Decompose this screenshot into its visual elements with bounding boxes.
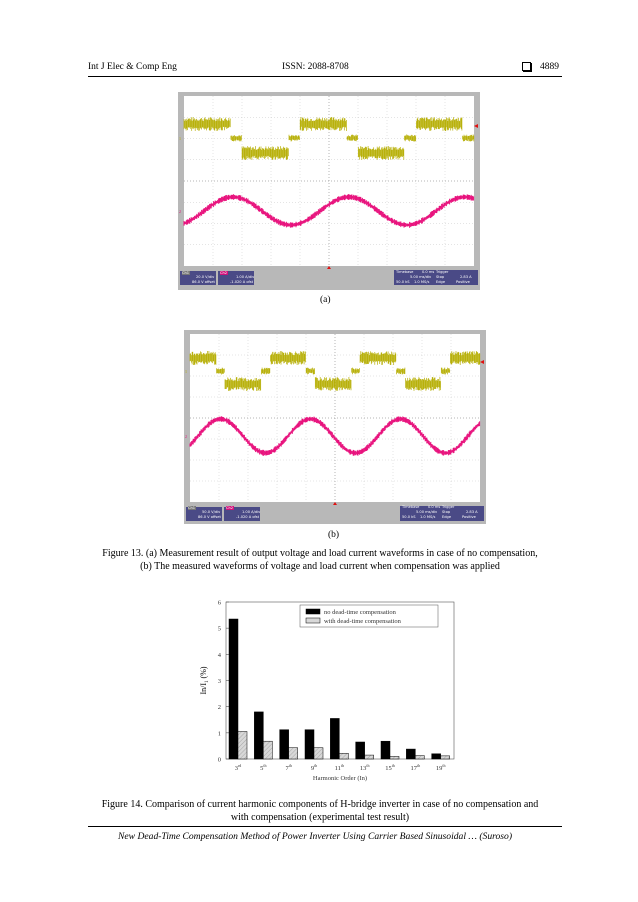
bar-no-compensation — [432, 754, 441, 759]
harmonic-bar-chart — [190, 592, 470, 782]
scope-b-trigger-level: 2.83 A — [466, 510, 478, 514]
bar-with-compensation — [339, 753, 348, 759]
bar-no-compensation — [305, 730, 314, 759]
scope-a-sample-rate: 1.0 MS/s — [414, 280, 430, 284]
scope-a-timebase-scale: 5.00 ms/div — [410, 275, 432, 279]
x-tick-label: 15th — [385, 763, 395, 772]
y-tick-label: 1 — [217, 730, 221, 738]
page-number: 4889 — [540, 62, 559, 72]
scope-b-ch1-tag: Ch1 — [188, 506, 196, 510]
issn: ISSN: 2088-8708 — [282, 62, 349, 72]
bar-no-compensation — [330, 718, 339, 759]
scope-a-screen — [178, 92, 480, 290]
footer-rule — [88, 826, 562, 827]
scope-a-trigger-slope: Positive — [456, 280, 470, 284]
y-tick-label: 4 — [217, 651, 221, 659]
scope-trigger-marker — [474, 124, 478, 128]
bar-no-compensation — [280, 730, 289, 759]
bar-no-compensation — [381, 741, 390, 759]
scope-a-ch2-offset: -1.020 A ofst — [230, 280, 254, 284]
figure-13a-label: (a) — [320, 295, 331, 305]
chart-bars — [229, 619, 450, 759]
y-axis-label: $In/I_1$ (%) — [199, 666, 210, 695]
scope-a-ch1-scale: 20.0 V/div — [196, 275, 215, 279]
legend-label: no dead-time compensation — [324, 609, 396, 616]
x-tick-label: 19th — [435, 763, 446, 772]
scope-b-trigger-label: Trigger — [442, 505, 455, 509]
scope-a-timebase-pos: 0.0 ms — [422, 270, 435, 274]
x-tick-label: 11th — [334, 763, 345, 772]
scope-b-trigger-src: Stop — [442, 510, 451, 514]
scope-a-trigger-src: Stop — [436, 275, 445, 279]
scope-a-ch1-tag: Ch1 — [182, 271, 190, 275]
page-marker — [522, 62, 533, 72]
figure-13-caption — [78, 547, 562, 573]
square-bullet-icon — [522, 62, 531, 71]
scope-b-timebase-scale: 5.00 ms/div — [416, 510, 438, 514]
scope-b-sample-rate: 1.0 MS/s — [420, 515, 436, 519]
scope-a-samples: 50.0 kS — [396, 280, 410, 284]
scope-b-trigger-slope: Positive — [462, 515, 476, 519]
oscilloscope-figure-b — [184, 330, 486, 524]
scope-a-trigger-label: Trigger — [436, 270, 449, 274]
y-tick-label: 0 — [217, 756, 221, 764]
scope-b-timebase-label: Timebase — [402, 505, 420, 509]
y-tick-label: 3 — [217, 678, 221, 685]
scope-b-ch2-tag: Ch2 — [226, 506, 234, 510]
bar-with-compensation — [289, 748, 298, 759]
header-rule — [88, 76, 562, 77]
bar-with-compensation — [263, 741, 272, 759]
scope-a-ch1-offset: 86.0 V offset — [192, 280, 215, 284]
scope-time-marker — [327, 266, 331, 269]
figure-14-caption-line-1: Figure 14. Comparison of current harmonic components of H-bridge inverter in case of no compensation and — [101, 799, 539, 810]
legend-label: with dead-time compensation — [324, 618, 401, 625]
bar-no-compensation — [406, 749, 415, 759]
bar-with-compensation — [365, 755, 374, 759]
bar-no-compensation — [254, 712, 263, 759]
scope-b-timebase-pos: 0.0 ms — [428, 505, 441, 509]
scope-a-ch2-scale: 1.00 A/div — [236, 275, 255, 279]
bar-with-compensation — [314, 748, 323, 759]
figure-13-caption-line-2: (b) The measured waveforms of voltage and load current when compensation was applied — [140, 561, 500, 572]
footer-text: New Dead-Time Compensation Method of Power Inverter Using Carrier Based Sinusoidal … (Suroso) — [118, 831, 513, 842]
scope-ch2-marker: 2 — [185, 434, 187, 439]
y-tick-label: 5 — [217, 625, 221, 633]
scope-time-marker — [333, 502, 337, 505]
scope-ch1-marker: 1 — [179, 136, 181, 141]
scope-b-screen — [184, 330, 486, 524]
scope-b-ch1-offset: 86.0 V offset — [198, 515, 221, 519]
scope-a-timebase-label: Timebase — [396, 270, 414, 274]
journal-name: Int J Elec & Comp Eng — [88, 62, 177, 72]
scope-b-trigger-type: Edge — [442, 515, 452, 519]
bar-with-compensation — [390, 756, 399, 759]
scope-b-ch2-offset: -1.020 A ofst — [236, 515, 260, 519]
scope-a-trigger-type: Edge — [436, 280, 446, 284]
x-axis-label: Harmonic Order (In) — [312, 775, 368, 782]
x-tick-label: 17th — [410, 763, 421, 772]
bar-no-compensation — [229, 619, 238, 759]
legend-swatch — [306, 609, 320, 614]
scope-a-ch2-tag: Ch2 — [220, 271, 228, 275]
x-tick-label: 5th — [260, 763, 267, 772]
scope-ch2-marker: 2 — [179, 209, 181, 214]
y-tick-label: 6 — [217, 599, 221, 607]
bar-with-compensation — [415, 756, 424, 759]
figure-14-caption — [78, 798, 562, 824]
figure-13b-label: (b) — [328, 530, 340, 540]
scope-a-trigger-level: 2.83 A — [460, 275, 472, 279]
bar-no-compensation — [356, 742, 365, 759]
x-tick-label: 7th — [285, 763, 292, 772]
x-tick-label: 3rd — [234, 763, 242, 772]
scope-ch1-marker: 1 — [185, 369, 187, 374]
oscilloscope-figure-a — [178, 92, 480, 290]
x-tick-label: 13th — [359, 763, 370, 772]
bar-with-compensation — [238, 732, 247, 759]
y-tick-label: 2 — [217, 704, 221, 712]
legend-swatch — [306, 618, 320, 623]
scope-trigger-marker — [480, 360, 484, 364]
bar-with-compensation — [441, 756, 450, 759]
figure-14-caption-line-2: with compensation (experimental test result) — [230, 812, 410, 823]
x-tick-label: 9th — [310, 763, 318, 772]
scope-b-ch1-scale: 50.0 V/div — [202, 510, 221, 514]
scope-b-ch2-scale: 1.00 A/div — [242, 510, 261, 514]
scope-b-samples: 50.0 kS — [402, 515, 416, 519]
figure-13-caption-line-1: Figure 13. (a) Measurement result of output voltage and load current waveforms in case of no compensation, — [102, 548, 538, 559]
chart-legend — [300, 605, 438, 627]
